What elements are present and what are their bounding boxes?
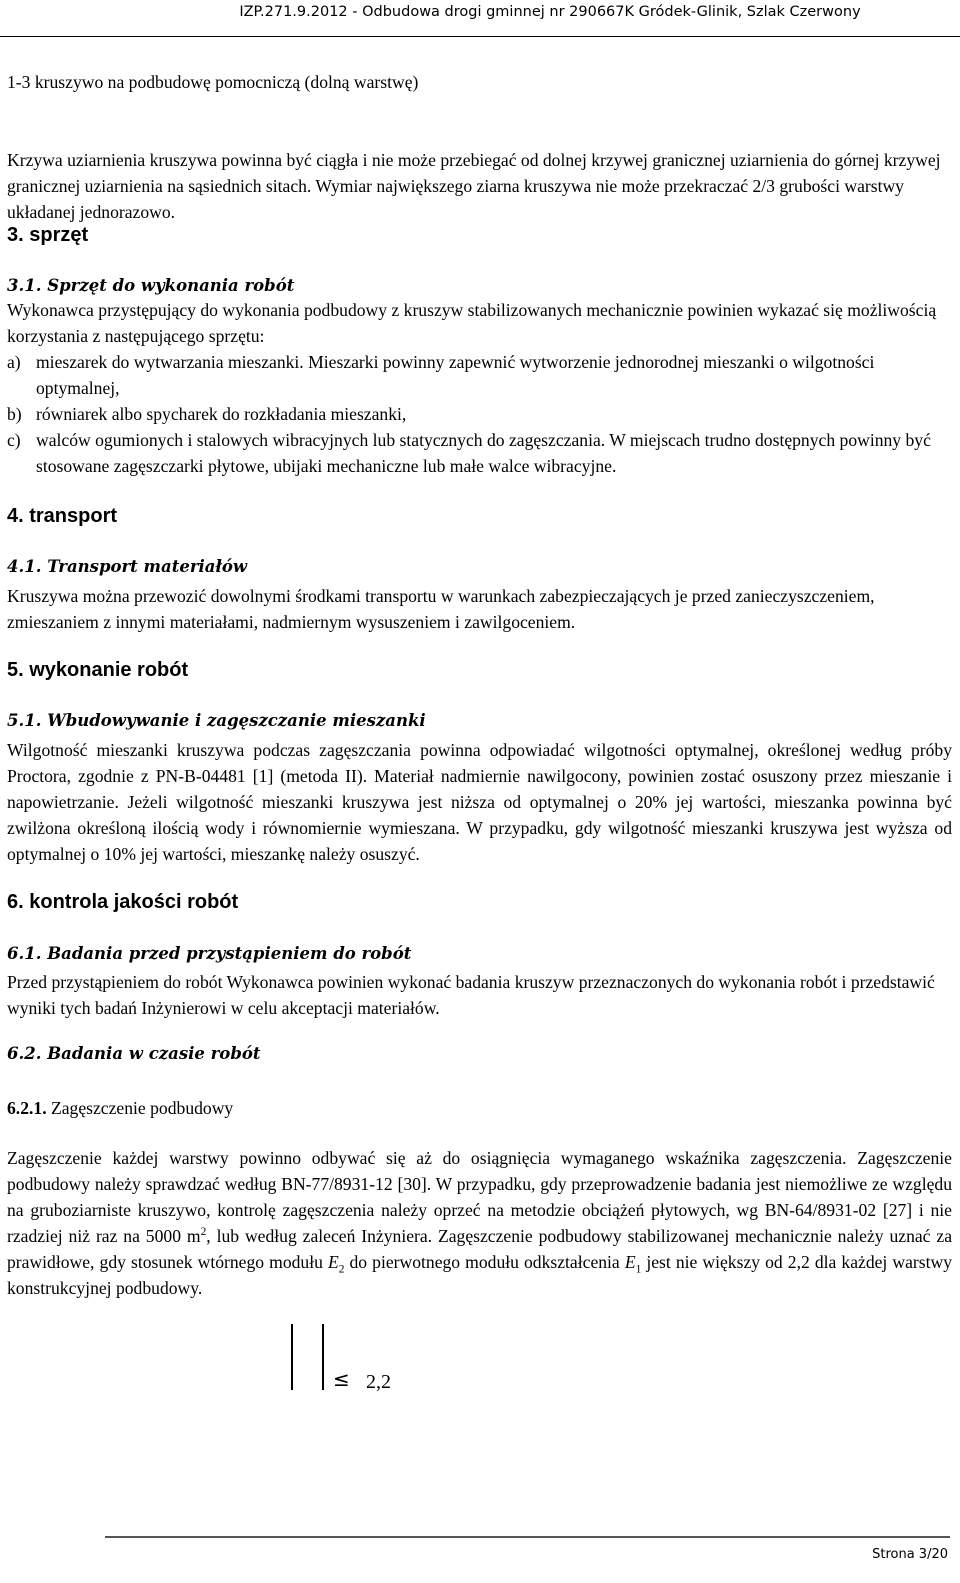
superscript-2: 2: [200, 1226, 207, 1239]
list-item-text: walców ogumionych i stalowych wibracyjnych lub statycznych do zagęszczania. W miejscach trudno dostępnych powinny być stosowane zagęszczarki płytowe, ubijaki mechaniczne lub małe walce wibracyjne.: [36, 430, 931, 476]
compaction-text-b: , lub według zaleceń Inżyniera. Zagęszczenie podbudowy stabilizowanej mechanicznie należy uznać za prawidłowe, gdy stosunek wtórnego modułu: [7, 1226, 952, 1272]
compaction-text-c: do pierwotnego modułu odkształcenia: [344, 1252, 625, 1272]
intro-paragraph: Krzywa uziarnienia kruszywa powinna być ciągła i nie może przebiegać od dolnej krzywej granicznej uziarnienia do górnej krzywej granicznej uziarnienia na sąsiednich sitach. Wymiar największego ziarna kruszywa nie może przekraczać 2/3 grubości warstwy układanej jednorazowo.: [7, 150, 941, 222]
formula-value: 2,2: [366, 1371, 391, 1393]
section-4-1-paragraph: Kruszywa można przewozić dowolnymi środkami transportu w warunkach zabezpieczających je przed zanieczyszczeniem, zmieszaniem z innymi materiałami, nadmiernym wysuszeniem i zawilgoceniem.: [7, 586, 875, 632]
section-5-1-paragraph: Wilgotność mieszanki kruszywa podczas zagęszczania powinna odpowiadać wilgotności optymalnej, określonej według próby Proctora, zgodnie z PN-B-04481 [1] (metoda II). Materiał nadmiernie nawilgocony, powinien zostać osuszony przez mieszanie i napowietrzanie. Jeżeli wilgotność mieszanki kruszywa jest niższa od optymalnej o 20% jej wartości, mieszanka powinna być zwilżona określoną ilością wody i równomiernie wymieszana. W przypadku, gdy wilgotność mieszanki kruszywa jest wyższa od optymalnej o 10% jej wartości, mieszankę należy osuszyć.: [7, 740, 952, 864]
section-6-2-1-number: 6.2.1.: [7, 1098, 47, 1118]
section-6-2-1-heading: [7, 1095, 952, 1121]
section-6-1-heading: 6.1. Badania przed przystąpieniem do robót: [7, 944, 412, 963]
list-item: [7, 401, 952, 427]
section-6-1-paragraph: Przed przystąpieniem do robót Wykonawca powinien wykonać badania kruszyw przeznaczonych do wykonania robót i przedstawić wyniki tych badań Inżynierowi w celu akceptacji materiałów.: [7, 972, 935, 1018]
modulus-e2-letter: E: [327, 1252, 339, 1272]
section-4-1-heading: 4.1. Transport materiałów: [7, 557, 248, 576]
list-item: [7, 427, 952, 479]
page-number: Strona 3/20: [872, 1547, 948, 1562]
less-equal-symbol: ≤: [333, 1367, 350, 1391]
section-6-2-heading: 6.2. Badania w czasie robót: [7, 1044, 261, 1063]
equipment-list: [7, 349, 952, 479]
section-3-1-paragraph: Wykonawca przystępujący do wykonania podbudowy z kruszyw stabilizowanych mechanicznie powinien wykazać się możliwością korzystania z następującego sprzętu:: [7, 300, 937, 346]
section-5-1-heading: 5.1. Wbudowywanie i zagęszczanie mieszanki: [7, 711, 426, 730]
list-marker: b): [7, 404, 22, 424]
intro-line: 1-3 kruszywo na podbudowę pomocniczą (dolną warstwę): [7, 72, 419, 92]
section-3-1-heading: 3.1. Sprzęt do wykonania robót: [7, 276, 295, 295]
compaction-paragraph: [7, 1145, 952, 1301]
page-header: IZP.271.9.2012 - Odbudowa drogi gminnej nr 290667K Gródek-Glinik, Szlak Czerwony: [239, 4, 861, 20]
modulus-e1-subscript: 1: [635, 1263, 642, 1276]
section-6-heading: 6. kontrola jakości robót: [7, 891, 239, 913]
list-item-text: równiarek albo spycharek do rozkładania mieszanki,: [36, 404, 407, 424]
modulus-e2-subscript: 2: [338, 1263, 345, 1276]
formula-placeholder-box: [291, 1324, 324, 1390]
list-item-text: mieszarek do wytwarzania mieszanki. Mieszarki powinny zapewnić wytworzenie jednorodnej mieszanki o wilgotności optymalnej,: [36, 352, 875, 398]
list-item: [7, 349, 952, 401]
list-marker: a): [7, 352, 21, 372]
section-5-heading: 5. wykonanie robót: [7, 659, 189, 681]
section-3-heading: 3. sprzęt: [7, 224, 89, 246]
modulus-e1-letter: E: [624, 1252, 636, 1272]
list-marker: c): [7, 430, 21, 450]
footer-rule: [105, 1536, 950, 1538]
compaction-text-d: jest nie większy od 2,2 dla każdej warstwy konstrukcyjnej podbudowy.: [7, 1252, 952, 1298]
header-rule: [0, 36, 960, 37]
compaction-text-a: Zagęszczenie każdej warstwy powinno odbywać się aż do osiągnięcia wymaganego wskaźnika zagęszczenia. Zagęszczenie podbudowy należy sprawdzać według BN-77/8931-12 [30]. W przypadku, gdy przeprowadzenie badania jest niemożliwe ze względu na gruboziarniste kruszywo, kontrolę zagęszczenia należy oprzeć na metodzie obciążeń płytowych, wg BN-64/8931-02 [27] i nie rzadziej niż raz na 5000 m: [7, 1148, 952, 1246]
section-6-2-1-title: Zagęszczenie podbudowy: [46, 1098, 234, 1118]
section-4-heading: 4. transport: [7, 505, 118, 527]
